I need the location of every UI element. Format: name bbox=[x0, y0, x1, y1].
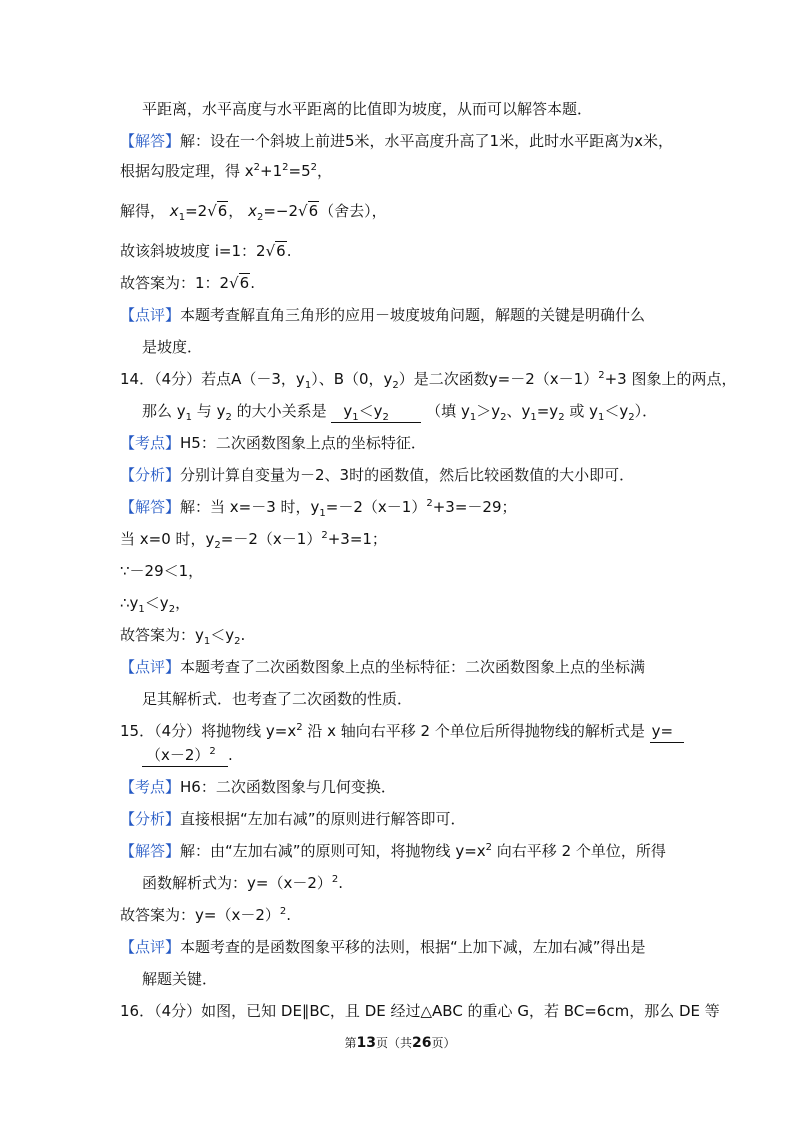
text-line: 是坡度． bbox=[142, 338, 203, 356]
page-footer: 第13页（共26页） bbox=[344, 1035, 456, 1051]
section-tag: 【点评】 bbox=[120, 938, 181, 956]
text-line: 解题关键． bbox=[142, 970, 218, 988]
text-line: 故答案为：1：2√6. bbox=[120, 274, 255, 292]
text-line: 平距离，水平高度与水平距离的比值即为坡度，从而可以解答本题． bbox=[142, 100, 593, 118]
text-line: $(x-2)^2$ . bbox=[142, 744, 233, 767]
text-line: 【解答】解：设在一个斜坡上前进5米，水平高度升高了1米，此时水平距离为x米， bbox=[120, 132, 673, 150]
section-tag: 【点评】 bbox=[120, 658, 181, 676]
page-total: 26 bbox=[412, 1035, 432, 1051]
text-line: 【考点】H6：二次函数图象与几何变换． bbox=[120, 778, 396, 796]
text-line: ∵－29＜1， bbox=[120, 562, 204, 580]
text-line: 【分析】直接根据“左加右减”的原则进行解答即可． bbox=[120, 810, 466, 828]
section-tag: 【分析】 bbox=[120, 810, 181, 828]
text-line: 故答案为：$y=(x-2)^2$. bbox=[120, 906, 292, 924]
text-line: 那么 $y_1$ 与 $y_2$ 的大小关系是 $y_1<y_2$ （填 $y_1>y_2$、$y_1=y_2$ 或 $y_1<y_2$）． bbox=[142, 402, 658, 423]
text-line: $\therefore y_1<y_2$， bbox=[120, 594, 191, 615]
text-line: 故该斜坡坡度 i=1：2√6. bbox=[120, 242, 292, 260]
question-14: 14．（4分）若点A（－3，$y_1$）、B（0，$y_2$）是二次函数$y=-2(x-1)^2+3$ 图象上的两点， bbox=[120, 370, 737, 391]
text-line: 函数解析式为：$y=(x-2)^2$. bbox=[142, 874, 344, 892]
text-line: 根据勾股定理，得 $x^2+1^2=5^2$， bbox=[120, 162, 333, 180]
text-line: 足其解析式．也考查了二次函数的性质． bbox=[142, 690, 413, 708]
page-number: 13 bbox=[356, 1035, 376, 1051]
text-line: 【分析】分别计算自变量为－2、3时的函数值，然后比较函数值的大小即可． bbox=[120, 466, 635, 484]
text-line: 【点评】本题考查解直角三角形的应用－坡度坡角问题，解题的关键是明确什么 bbox=[120, 306, 646, 324]
section-tag: 【分析】 bbox=[120, 466, 181, 484]
text-line: 【点评】本题考查了二次函数图象上点的坐标特征：二次函数图象上点的坐标满 bbox=[120, 658, 646, 676]
answer-blank: y= bbox=[650, 720, 684, 743]
text-line: 【考点】H5：二次函数图象上点的坐标特征． bbox=[120, 434, 426, 452]
section-tag: 【考点】 bbox=[120, 778, 181, 796]
answer-blank: $y_1<y_2$ bbox=[331, 400, 421, 423]
text-line: 故答案为：$y_1<y_2$. bbox=[120, 626, 246, 647]
section-tag: 【点评】 bbox=[120, 306, 181, 324]
text-line: 当 x=0 时，$y_2=-2(x-1)^2+3=1$； bbox=[120, 530, 387, 551]
text-line: 解得， $x_1=2√6$， $x_2=-2√6$（舍去）， bbox=[120, 202, 387, 223]
text-line: 【解答】解：由“左加右减”的原则可知，将抛物线 $y=x^2$ 向右平移 2 个单位，所得 bbox=[120, 842, 666, 860]
answer-blank: $(x-2)^2$ bbox=[142, 744, 228, 767]
section-tag: 【解答】 bbox=[120, 132, 181, 150]
section-tag: 【考点】 bbox=[120, 434, 181, 452]
text-line: 【解答】解：当 x=－3 时，$y_1=-2(x-1)^2+3=-29$； bbox=[120, 498, 517, 519]
question-16: 16．（4分）如图，已知 DE∥BC，且 DE 经过△ABC 的重心 G，若 BC=6cm，那么 DE 等 bbox=[120, 1002, 720, 1020]
section-tag: 【解答】 bbox=[120, 498, 181, 516]
section-tag: 【解答】 bbox=[120, 842, 181, 860]
text-line: 【点评】本题考查的是函数图象平移的法则，根据“上加下减，左加右减”得出是 bbox=[120, 938, 646, 956]
question-15: 15．（4分）将抛物线 $y=x^2$ 沿 x 轴向右平移 2 个单位后所得抛物线的解析式是 y= bbox=[120, 720, 684, 743]
